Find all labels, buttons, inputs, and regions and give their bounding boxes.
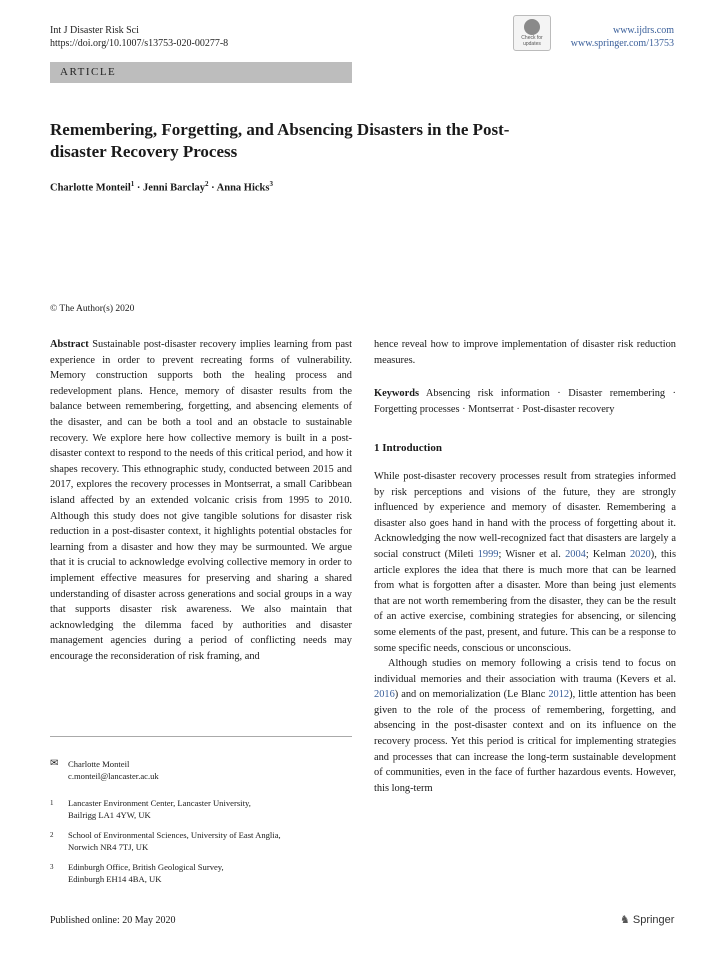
author-affiliation-mark: 2 xyxy=(204,180,209,188)
author-name[interactable]: Charlotte Monteil xyxy=(50,182,131,194)
title-line-2: disaster Recovery Process xyxy=(50,142,238,161)
citation-link[interactable]: 2012 xyxy=(548,689,570,701)
site-link-springer[interactable]: www.springer.com/13753 xyxy=(570,38,674,49)
affiliation-line: Lancaster Environment Center, Lancaster University, xyxy=(68,798,251,808)
corresponding-author xyxy=(50,759,352,783)
affiliation-line: Norwich NR4 7TJ, UK xyxy=(68,841,149,852)
intro-paragraph-1: While post-disaster recovery processes result from strategies informed by risk perceptions and visions of the future, they are strongly influenced by experience and memory of disaster. Remembering a disaster also goes hand in hand with the process of forgetting about it. Acknowledging the now well-recognized fact that disasters are largely a social construct (Mileti 1999; Wisner et al. 2004; Kelman 2020), this article explores the idea that there is much more that can be learned from what is forgotten after a disaster. More than being just elements that are not worth remembering from the disaster, they can be the result of an active exercise, combining strategies for absencing, or silencing some elements of the past, present, and future. This can be a response to some specific needs, conscious or unconscious. xyxy=(374,470,676,654)
intro-paragraph-2: Although studies on memory following a crisis tend to focus on individual memories and their association with trauma (Kevers et al. 2016) and on memorialization (Le Blanc 2012), little attention has been given to the role of the process of remembering, forgetting, and absencing in the post-disaster context and on its influence on the recovery process. Yet this period is critical for implementing strategies and processes that can increase the long-term sustainable development of communities, even in the face of further hazardous events. However, this long-term xyxy=(374,658,676,794)
citation-link[interactable]: 2020 xyxy=(629,548,651,560)
journal-header xyxy=(50,24,228,50)
contact-email[interactable]: c.monteil@lancaster.ac.uk xyxy=(68,770,159,781)
author-separator: · xyxy=(136,182,141,194)
affiliation-line: School of Environmental Sciences, University of East Anglia, xyxy=(68,830,281,840)
journal-name: Int J Disaster Risk Sci xyxy=(50,25,139,36)
published-date: Published online: 20 May 2020 xyxy=(50,915,176,926)
abstract xyxy=(50,337,352,664)
title-line-1: Remembering, Forgetting, and Absencing Disasters in the Post- xyxy=(50,120,510,139)
author-separator: · xyxy=(211,182,215,194)
affiliation-3 xyxy=(50,862,352,886)
update-check-icon xyxy=(524,19,540,35)
article-title xyxy=(50,119,650,163)
check-for-updates-badge[interactable] xyxy=(513,15,551,51)
author-affiliation-mark: 3 xyxy=(269,180,273,188)
affiliation-line: Edinburgh Office, British Geological Survey, xyxy=(68,862,224,872)
doi-link[interactable]: https://doi.org/10.1007/s13753-020-00277-8 xyxy=(50,38,229,49)
publisher-logo xyxy=(620,913,674,926)
article-type-bar: ARTICLE xyxy=(50,62,352,83)
affiliation-1 xyxy=(50,798,352,822)
abstract-label: Abstract xyxy=(50,339,89,350)
journal-links xyxy=(571,24,674,50)
contact-name: Charlotte Monteil xyxy=(68,759,130,769)
affiliation-mark: 3 xyxy=(50,863,54,871)
affiliation-mark: 2 xyxy=(50,831,54,839)
envelope-icon: ✉ xyxy=(50,758,59,769)
section-heading-introduction: 1 Introduction xyxy=(374,442,442,455)
keywords-label: Keywords xyxy=(374,388,420,400)
abstract-continued: hence reveal how to improve implementation of disaster risk reduction measures. xyxy=(374,339,676,366)
abstract-text: Sustainable post-disaster recovery implies learning from past experience in order to prevent recreating forms of vulnerability. Memory construction supports both the healing process and redevelopment plans. Hence, memory of disaster results from the balance between remembering, forgetting, and absencing elements of the disaster, and can be both a tool and an obstacle to sustainable recovery. We explore here how collective memory is built in a post-disaster context to respond to the needs of this critical period, and how it shapes recovery. This ethnographic study, conducted between 2015 and 2017, explores the recovery processes in Montserrat, a small Caribbean island affected by an extended volcanic crisis from 1995 to 2010. Although this study does not give tangible solutions for disaster risk reduction in a post-disaster context, it highlights potential obstacles for learning from a disaster and how they may be surmounted. We argue that it is crucial to acknowledge evolving collective memory in order to implement effective measures for preserving and sharing a shared understanding of disaster across generations and social groups in a way that supports disaster risk awareness. We also maintain that acknowledging the dilemma faced by authorities and disaster management agencies during a period of conflicting needs may encourage the reconsideration of risk framing, and xyxy=(50,339,352,662)
citation-link[interactable]: 2004 xyxy=(565,548,586,560)
author-affiliation-mark: 1 xyxy=(130,180,135,188)
publisher-name: Springer xyxy=(632,914,675,926)
author-name[interactable]: Anna Hicks xyxy=(216,182,270,194)
site-link-ijdrs[interactable]: www.ijdrs.com xyxy=(612,25,674,36)
keywords-text: Absencing risk information · Disaster remembering · Forgetting processes · Montserrat · Post-disaster recovery xyxy=(374,388,676,415)
right-column xyxy=(374,337,676,796)
affiliation-line: Edinburgh EH14 4BA, UK xyxy=(68,873,162,884)
citation-link[interactable]: 1999 xyxy=(477,548,499,560)
footnote-divider xyxy=(50,736,352,737)
affiliation-mark: 1 xyxy=(50,799,54,807)
left-column xyxy=(50,337,352,664)
author-list xyxy=(50,180,273,194)
affiliation-line: Bailrigg LA1 4YW, UK xyxy=(68,809,151,820)
copyright-notice: © The Author(s) 2020 xyxy=(50,304,135,314)
author-name[interactable]: Jenni Barclay xyxy=(143,182,205,194)
citation-link[interactable]: 2016 xyxy=(374,689,395,701)
affiliation-2 xyxy=(50,830,352,854)
keywords xyxy=(374,386,676,417)
badge-label: Check for updates xyxy=(521,35,543,47)
springer-horse-icon: ♞ xyxy=(620,914,630,926)
